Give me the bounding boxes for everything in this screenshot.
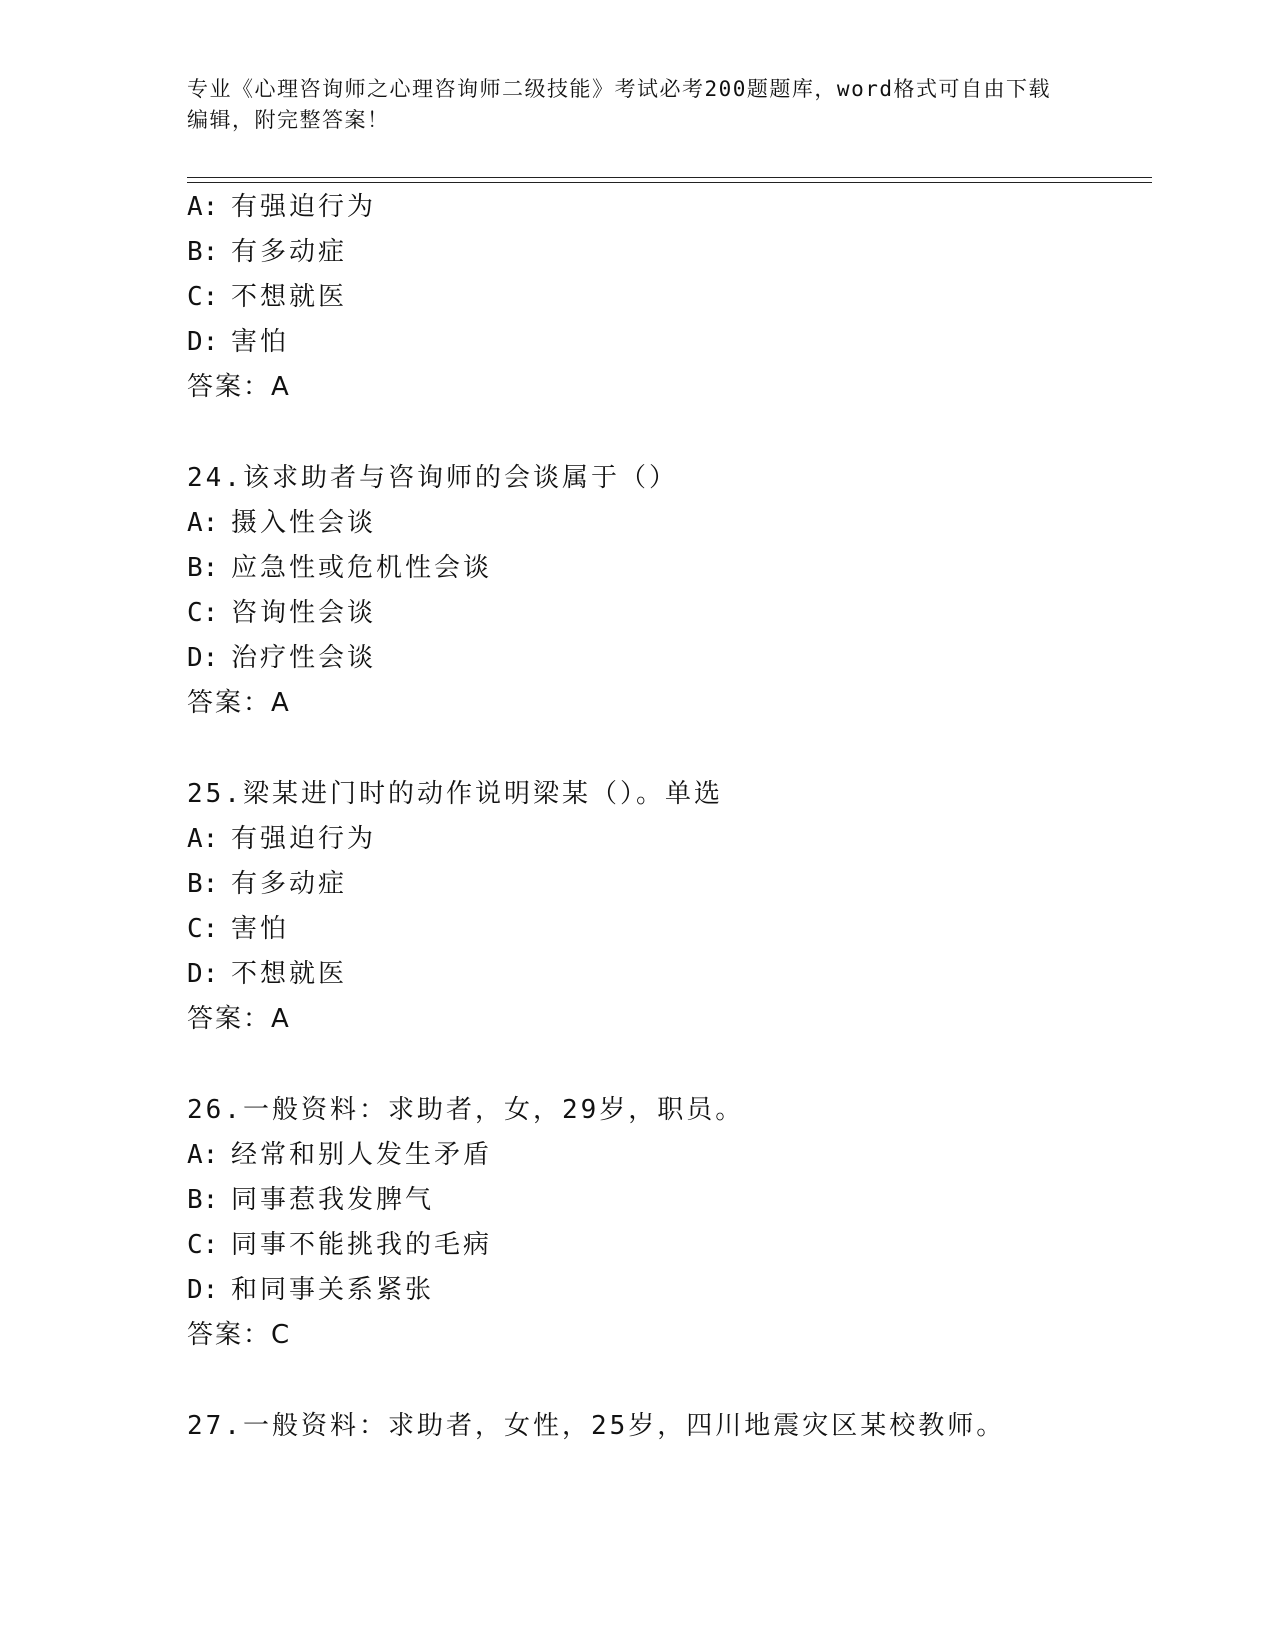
option-label: B:: [187, 553, 219, 583]
option-text: 有多动症: [231, 869, 348, 899]
option-text: 应急性或危机性会谈: [231, 553, 493, 583]
q26-stem: 26.一般资料：求助者，女，29岁，职员。: [187, 1095, 745, 1125]
option-text: 治疗性会谈: [231, 643, 377, 673]
option-label: B:: [187, 869, 219, 899]
option-text: 咨询性会谈: [231, 598, 377, 628]
option-text: 有强迫行为: [231, 824, 377, 854]
option-text: 不想就医: [231, 282, 348, 312]
document-header: 专业《心理咨询师之心理咨询师二级技能》考试必考200题题库，word格式可自由下载编辑，附完整答案！: [187, 77, 1051, 132]
q24-option-b: [187, 552, 492, 584]
q24-option-a: [187, 507, 376, 539]
q25-option-b: [187, 868, 347, 900]
q23-option-a: [187, 191, 376, 223]
option-label: A:: [187, 824, 219, 854]
option-label: C:: [187, 598, 219, 628]
option-label: C:: [187, 1230, 219, 1260]
option-label: C:: [187, 914, 219, 944]
option-text: 害怕: [231, 914, 290, 944]
q25-option-c: [187, 913, 289, 945]
q23-option-b: [187, 236, 347, 268]
option-label: D:: [187, 327, 219, 357]
option-text: 有多动症: [231, 237, 348, 267]
option-text: 和同事关系紧张: [231, 1275, 435, 1305]
option-label: B:: [187, 1185, 219, 1215]
q26-option-b: [187, 1184, 434, 1216]
q23-option-c: [187, 281, 347, 313]
q25-stem: 25.梁某进门时的动作说明梁某（）。单选: [187, 779, 723, 809]
option-label: D:: [187, 643, 219, 673]
option-text: 经常和别人发生矛盾: [231, 1140, 493, 1170]
option-label: C:: [187, 282, 219, 312]
q25-option-d: [187, 958, 347, 990]
q26-option-c: [187, 1229, 492, 1261]
q25-option-a: [187, 823, 376, 855]
option-label: D:: [187, 959, 219, 989]
option-text: 摄入性会谈: [231, 508, 377, 538]
option-text: 同事不能挑我的毛病: [231, 1230, 493, 1260]
option-label: A:: [187, 508, 219, 538]
q26-option-d: [187, 1274, 434, 1306]
option-text: 害怕: [231, 327, 290, 357]
q23-answer: 答案：A: [187, 372, 291, 402]
q24-stem: 24.该求助者与咨询师的会谈属于（）: [187, 463, 678, 493]
option-label: A:: [187, 192, 219, 222]
option-label: A:: [187, 1140, 219, 1170]
q26-option-a: [187, 1139, 492, 1171]
q25-answer: 答案：A: [187, 1004, 291, 1034]
option-text: 不想就医: [231, 959, 348, 989]
option-label: D:: [187, 1275, 219, 1305]
option-text: 同事惹我发脾气: [231, 1185, 435, 1215]
option-label: B:: [187, 237, 219, 267]
option-text: 有强迫行为: [231, 192, 377, 222]
q24-option-c: [187, 597, 376, 629]
q27-stem: 27.一般资料：求助者，女性，25岁，四川地震灾区某校教师。: [187, 1411, 1006, 1441]
q23-option-d: [187, 326, 289, 358]
header-divider-bottom: [187, 182, 1152, 183]
header-divider-top: [187, 177, 1152, 178]
q24-answer: 答案：A: [187, 688, 291, 718]
q24-option-d: [187, 642, 376, 674]
q26-answer: 答案：C: [187, 1320, 292, 1350]
